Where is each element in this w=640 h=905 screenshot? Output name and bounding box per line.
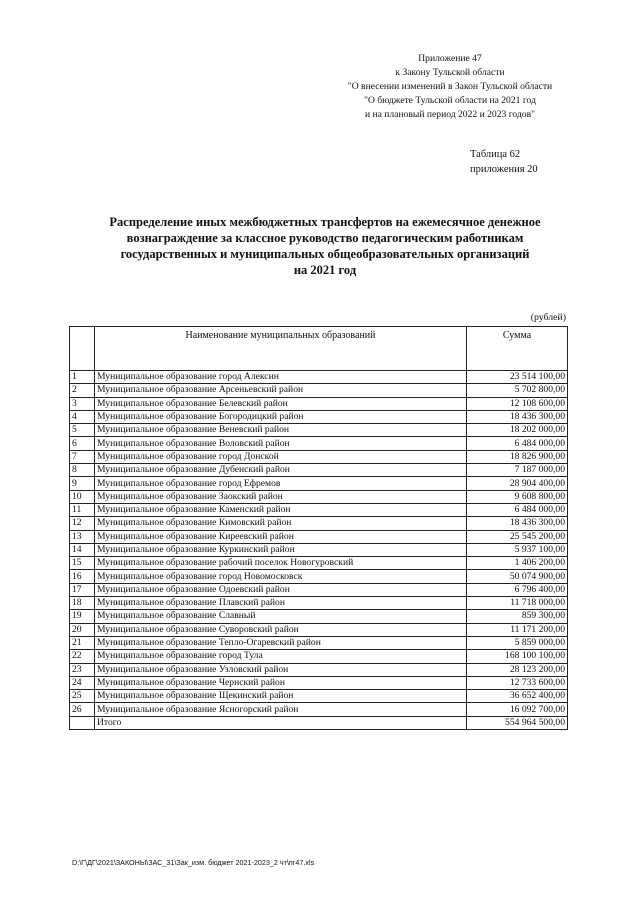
table-row <box>70 676 568 689</box>
row-number: 26 <box>70 703 95 716</box>
row-sum: 5 937 100,00 <box>467 543 568 556</box>
municipality-name: Муниципальное образование Славный <box>95 610 467 623</box>
row-number: 18 <box>70 597 95 610</box>
row-sum: 16 092 700,00 <box>467 703 568 716</box>
municipality-name: Муниципальное образование город Ефремов <box>95 477 467 490</box>
file-path: D:\Г\ДГ\2021\ЗАКОНЫ\ЗАС_31\Зак_изм. бюджет 2021-2023_2 чт\пг47.xls <box>72 858 315 867</box>
table-row <box>70 530 568 543</box>
table-row <box>70 517 568 530</box>
table-row <box>70 570 568 583</box>
row-number: 7 <box>70 450 95 463</box>
title-line: на 2021 год <box>293 263 357 277</box>
row-number: 19 <box>70 610 95 623</box>
table-row <box>70 397 568 410</box>
row-sum: 18 436 300,00 <box>467 517 568 530</box>
row-number: 10 <box>70 490 95 503</box>
table-row <box>70 583 568 596</box>
header-name: Наименование муниципальных образований <box>95 327 467 371</box>
municipality-name: Муниципальное образование Куркинский район <box>95 543 467 556</box>
municipality-name: Муниципальное образование Каменский район <box>95 503 467 516</box>
municipality-name: Муниципальное образование Веневский район <box>95 424 467 437</box>
row-number: 24 <box>70 676 95 689</box>
row-sum: 6 484 000,00 <box>467 437 568 450</box>
row-sum: 11 171 200,00 <box>467 623 568 636</box>
row-sum: 28 123 200,00 <box>467 663 568 676</box>
appendix-header <box>300 52 600 122</box>
table-row <box>70 703 568 716</box>
municipality-name: Муниципальное образование Чернский район <box>95 676 467 689</box>
row-sum: 168 100 100,00 <box>467 650 568 663</box>
row-number: 13 <box>70 530 95 543</box>
transfers-table <box>69 326 568 730</box>
total-sum: 554 964 500,00 <box>467 716 568 729</box>
row-number: 9 <box>70 477 95 490</box>
table-row <box>70 557 568 570</box>
municipality-name: Муниципальное образование Воловский район <box>95 437 467 450</box>
appendix-line: "О внесении изменений в Закон Тульской области <box>347 81 553 92</box>
table-row <box>70 610 568 623</box>
table-row <box>70 410 568 423</box>
table-row <box>70 384 568 397</box>
appendix-reference: приложения 20 <box>470 164 538 175</box>
municipality-name: Муниципальное образование Белевский район <box>95 397 467 410</box>
row-sum: 9 608 800,00 <box>467 490 568 503</box>
row-sum: 6 484 000,00 <box>467 503 568 516</box>
row-sum: 12 108 600,00 <box>467 397 568 410</box>
row-sum: 36 652 400,00 <box>467 690 568 703</box>
row-number: 12 <box>70 517 95 530</box>
row-number: 17 <box>70 583 95 596</box>
municipality-name: Муниципальное образование Киреевский район <box>95 530 467 543</box>
units-label: (рублей) <box>530 312 566 323</box>
row-number: 20 <box>70 623 95 636</box>
municipality-name: Муниципальное образование Одоевский район <box>95 583 467 596</box>
row-sum: 5 859 000,00 <box>467 636 568 649</box>
municipality-name: Муниципальное образование Тепло-Огаревский район <box>95 636 467 649</box>
row-sum: 1 406 200,00 <box>467 557 568 570</box>
municipality-name: Муниципальное образование Богородицкий район <box>95 410 467 423</box>
header-sum: Сумма <box>467 327 568 371</box>
municipality-name: Муниципальное образование рабочий поселок Новогуровский <box>95 557 467 570</box>
appendix-line: и на плановый период 2022 и 2023 годов" <box>364 109 536 120</box>
table-row <box>70 437 568 450</box>
table-row <box>70 371 568 384</box>
row-number: 8 <box>70 464 95 477</box>
municipality-name: Муниципальное образование город Донской <box>95 450 467 463</box>
row-number: 1 <box>70 371 95 384</box>
row-sum: 25 545 200,00 <box>467 530 568 543</box>
table-row <box>70 636 568 649</box>
table-row <box>70 490 568 503</box>
row-number: 15 <box>70 557 95 570</box>
document-title <box>90 214 560 278</box>
row-sum: 7 187 000,00 <box>467 464 568 477</box>
municipality-name: Муниципальное образование Арсеньевский район <box>95 384 467 397</box>
row-sum: 18 826 900,00 <box>467 450 568 463</box>
table-row <box>70 597 568 610</box>
header-number <box>70 327 95 371</box>
row-sum: 23 514 100,00 <box>467 371 568 384</box>
appendix-line: к Закону Тульской области <box>395 67 505 78</box>
row-sum: 6 796 400,00 <box>467 583 568 596</box>
row-sum: 28 904 400,00 <box>467 477 568 490</box>
row-sum: 859 300,00 <box>467 610 568 623</box>
table-row <box>70 503 568 516</box>
table-header-row <box>70 327 568 371</box>
table-row <box>70 543 568 556</box>
row-sum: 18 436 300,00 <box>467 410 568 423</box>
row-sum: 5 702 800,00 <box>467 384 568 397</box>
municipality-name: Муниципальное образование город Алексин <box>95 371 467 384</box>
table-row <box>70 477 568 490</box>
table-row <box>70 650 568 663</box>
total-number-cell <box>70 716 95 729</box>
municipality-name: Муниципальное образование Дубенский район <box>95 464 467 477</box>
row-number: 25 <box>70 690 95 703</box>
row-number: 16 <box>70 570 95 583</box>
row-number: 21 <box>70 636 95 649</box>
title-line: вознаграждение за классное руководство педагогическим работникам <box>126 231 524 245</box>
appendix-line: Приложение 47 <box>418 53 482 64</box>
row-number: 6 <box>70 437 95 450</box>
row-number: 22 <box>70 650 95 663</box>
row-number: 5 <box>70 424 95 437</box>
title-line: Распределение иных межбюджетных трансфертов на ежемесячное денежное <box>109 215 541 229</box>
municipality-name: Муниципальное образование город Новомосковск <box>95 570 467 583</box>
appendix-line: "О бюджете Тульской области на 2021 год <box>364 95 536 106</box>
table-row <box>70 450 568 463</box>
row-number: 2 <box>70 384 95 397</box>
table-row <box>70 623 568 636</box>
municipality-name: Муниципальное образование Кимовский район <box>95 517 467 530</box>
table-number: Таблица 62 <box>470 149 521 160</box>
total-row <box>70 716 568 729</box>
title-line: государственных и муниципальных общеобразовательных организаций <box>120 247 530 261</box>
row-number: 11 <box>70 503 95 516</box>
municipality-name: Муниципальное образование Заокский район <box>95 490 467 503</box>
municipality-name: Муниципальное образование город Тула <box>95 650 467 663</box>
row-sum: 11 718 000,00 <box>467 597 568 610</box>
municipality-name: Муниципальное образование Щекинский район <box>95 690 467 703</box>
row-sum: 12 733 600,00 <box>467 676 568 689</box>
row-number: 4 <box>70 410 95 423</box>
table-row <box>70 464 568 477</box>
total-label: Итого <box>95 716 467 729</box>
municipality-name: Муниципальное образование Ясногорский район <box>95 703 467 716</box>
table-reference <box>470 147 570 177</box>
table-row <box>70 690 568 703</box>
table-row <box>70 663 568 676</box>
table-row <box>70 424 568 437</box>
row-number: 23 <box>70 663 95 676</box>
row-number: 3 <box>70 397 95 410</box>
row-sum: 50 074 900,00 <box>467 570 568 583</box>
municipality-name: Муниципальное образование Узловский район <box>95 663 467 676</box>
municipality-name: Муниципальное образование Плавский район <box>95 597 467 610</box>
table-body <box>70 371 568 730</box>
row-number: 14 <box>70 543 95 556</box>
row-sum: 18 202 000,00 <box>467 424 568 437</box>
municipality-name: Муниципальное образование Суворовский район <box>95 623 467 636</box>
